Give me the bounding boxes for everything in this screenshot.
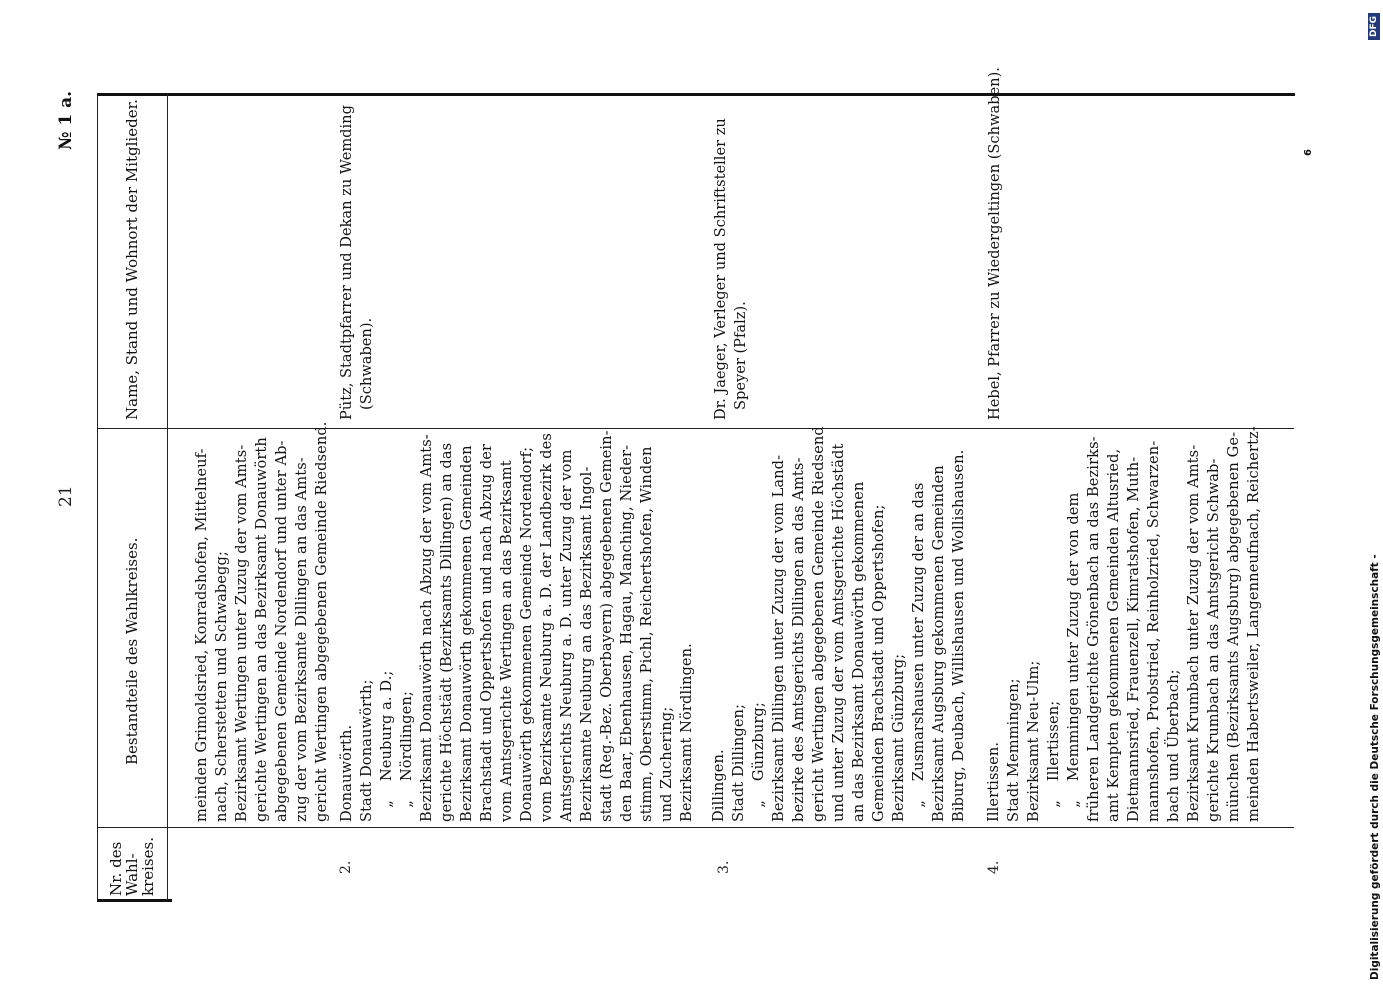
row-line: Stadt Memmingen; xyxy=(1005,678,1022,822)
row-line: Dillingen. xyxy=(710,749,727,822)
row-line: Biburg, Deubach, Willishausen und Wollishausen. xyxy=(950,449,967,822)
row-line: Illertissen. xyxy=(985,741,1002,822)
row-line: münchen (Bezirksamts Augsburg) abgegebenen Ge- xyxy=(1225,431,1242,822)
column-rule-name xyxy=(97,428,1294,429)
footer-small-number: 6 xyxy=(1303,149,1314,156)
row-line: Stadt Dillingen; xyxy=(730,703,747,822)
member-name: Pütz, Stadtpfarrer und Dekan zu Wemding xyxy=(338,105,355,420)
member-name: Speyer (Pfalz). xyxy=(732,301,749,410)
row-line: bach und Überbach; xyxy=(1165,669,1182,822)
row-line: „ Günzburg; xyxy=(750,702,767,822)
row-line: „ Memmingen unter Zuzug der von dem xyxy=(1065,492,1082,822)
row-number: 3. xyxy=(716,860,732,874)
row-line: bezirke des Amtsgerichts Dillingen an das Amts- xyxy=(790,457,807,822)
row-line: den Baar, Ebenhausen, Hagau, Manching, Nieder- xyxy=(618,444,635,822)
header-bestandteile: Bestandteile des Wahlkreises. xyxy=(123,537,141,765)
row-line: Amtsgerichts Neuburg a. D. unter Zuzug der vom xyxy=(558,449,575,822)
row-line: und Zuchering; xyxy=(658,706,675,822)
table-top-rule xyxy=(97,93,1295,96)
row-line: Donauwörth. xyxy=(338,724,355,822)
row-line: zug der vom Bezirksamte Dillingen an das Amts- xyxy=(293,457,310,822)
row-line: stadt (Reg.-Bez. Oberbayern) abgegebenen Gemein- xyxy=(598,430,615,822)
row-line: Bezirksamt Nördlingen. xyxy=(678,643,695,822)
header-name: Name, Stand und Wohnort der Mitglieder. xyxy=(123,99,141,420)
row-line: meinden Grimoldsried, Konradshofen, Mittelneuf- xyxy=(193,448,210,822)
row-line: Bezirksamt Krumbach unter Zuzug der vom Amts- xyxy=(1185,444,1202,822)
row-number: 2. xyxy=(338,860,354,874)
row-line: mannshofen, Probstried, Reinholzried, Schwarzen- xyxy=(1145,440,1162,822)
row-line: vom Amtsgerichte Wertingen an das Bezirksamt xyxy=(498,460,515,822)
table-left-border xyxy=(97,93,98,901)
row-line: gerichte Höchstädt (Bezirksamts Dillingen) an das xyxy=(438,442,455,822)
row-line: Donauwörth gekommenen Gemeinde Nordendorf; xyxy=(518,446,535,822)
table-bottom-rule-left xyxy=(97,899,172,902)
row-line: vom Bezirksamte Neuburg a. D. der Landbezirk des xyxy=(538,433,555,822)
row-line: Bezirksamt Donauwörth nach Abzug der vom Amts- xyxy=(418,434,435,822)
row-line: „ Nördlingen; xyxy=(398,691,415,822)
row-line: gerichte Krumbach an das Amtsgericht Schwab- xyxy=(1205,458,1222,822)
row-line: „ Neuburg a. D.; xyxy=(378,670,395,822)
row-line: gericht Wertingen abgegebenen Gemeinde Riedsend. xyxy=(313,421,330,822)
row-line: Bezirksamt Augsburg gekommenen Gemeinden xyxy=(930,465,947,822)
row-line: Brachstadt und Oppertshofen und nach Abzug der xyxy=(478,443,495,822)
member-name: Hebel, Pfarrer zu Wiedergeltingen (Schwaben). xyxy=(986,67,1003,420)
dfg-logo: DFG xyxy=(1368,13,1380,40)
sheet-label: № 1 a. xyxy=(56,90,76,150)
digitization-note: Digitalisierung gefördert durch die Deutsche Forschungsgemeinschaft - xyxy=(1369,554,1381,980)
row-line: „ Illertissen; xyxy=(1045,700,1062,822)
row-line: gericht Wertingen abgegebenen Gemeinde Riedsend xyxy=(810,426,827,822)
row-line: abgegebenen Gemeinde Nordendorf und unter Ab- xyxy=(273,440,290,822)
header-separator xyxy=(167,93,168,901)
page-number: 21 xyxy=(56,485,76,507)
row-line: früheren Landgerichte Grönenbach an das Bezirks- xyxy=(1085,436,1102,822)
row-line: amt Kempten gekommenen Gemeinden Altusried, xyxy=(1105,448,1122,822)
row-line: stimm, Oberstimm, Pichl, Reichertshofen, Winden xyxy=(638,446,655,822)
column-rule-nr xyxy=(97,827,1294,828)
member-name: (Schwaben). xyxy=(358,317,375,410)
row-line: Bezirksamt Dillingen unter Zuzug der vom Land- xyxy=(770,454,787,822)
row-line: Bezirksamt Neu-Ulm; xyxy=(1025,660,1042,822)
row-line: an das Bezirksamt Donauwörth gekommenen xyxy=(850,481,867,822)
row-line: nach, Scherstetten und Schwabegg; xyxy=(213,551,230,822)
row-line: Gemeinden Brachstadt und Oppertshofen; xyxy=(870,504,887,822)
row-line: Bezirksamt Wertingen unter Zuzug der vom Amts- xyxy=(233,444,250,822)
row-line: Stadt Donauwörth; xyxy=(358,679,375,822)
row-line: Bezirksamt Günzburg; xyxy=(890,653,907,822)
row-line: „ Zusmarshausen unter Zuzug der an das xyxy=(910,482,927,822)
row-line: und unter Zuzug der vom Amtsgerichte Höchstädt xyxy=(830,443,847,822)
member-name: Dr. Jaeger, Verleger und Schriftsteller zu xyxy=(712,118,729,420)
row-line: Bezirksamt Donauwörth gekommenen Gemeinden xyxy=(458,445,475,822)
row-line: Dietmannsried, Frauenzell, Kimratshofen, Muth- xyxy=(1125,456,1142,822)
header-nr: Nr. des Wahl- kreises. xyxy=(107,837,157,896)
row-line: gerichte Wertingen an das Bezirksamt Donauwörth xyxy=(253,437,270,822)
row-number: 4. xyxy=(986,860,1002,874)
row-line: Bezirksamte Neuburg an das Bezirksamt Ingol- xyxy=(578,466,595,822)
row-line: meinden Habertsweiler, Langenneufnach, Reichertz- xyxy=(1245,426,1262,822)
